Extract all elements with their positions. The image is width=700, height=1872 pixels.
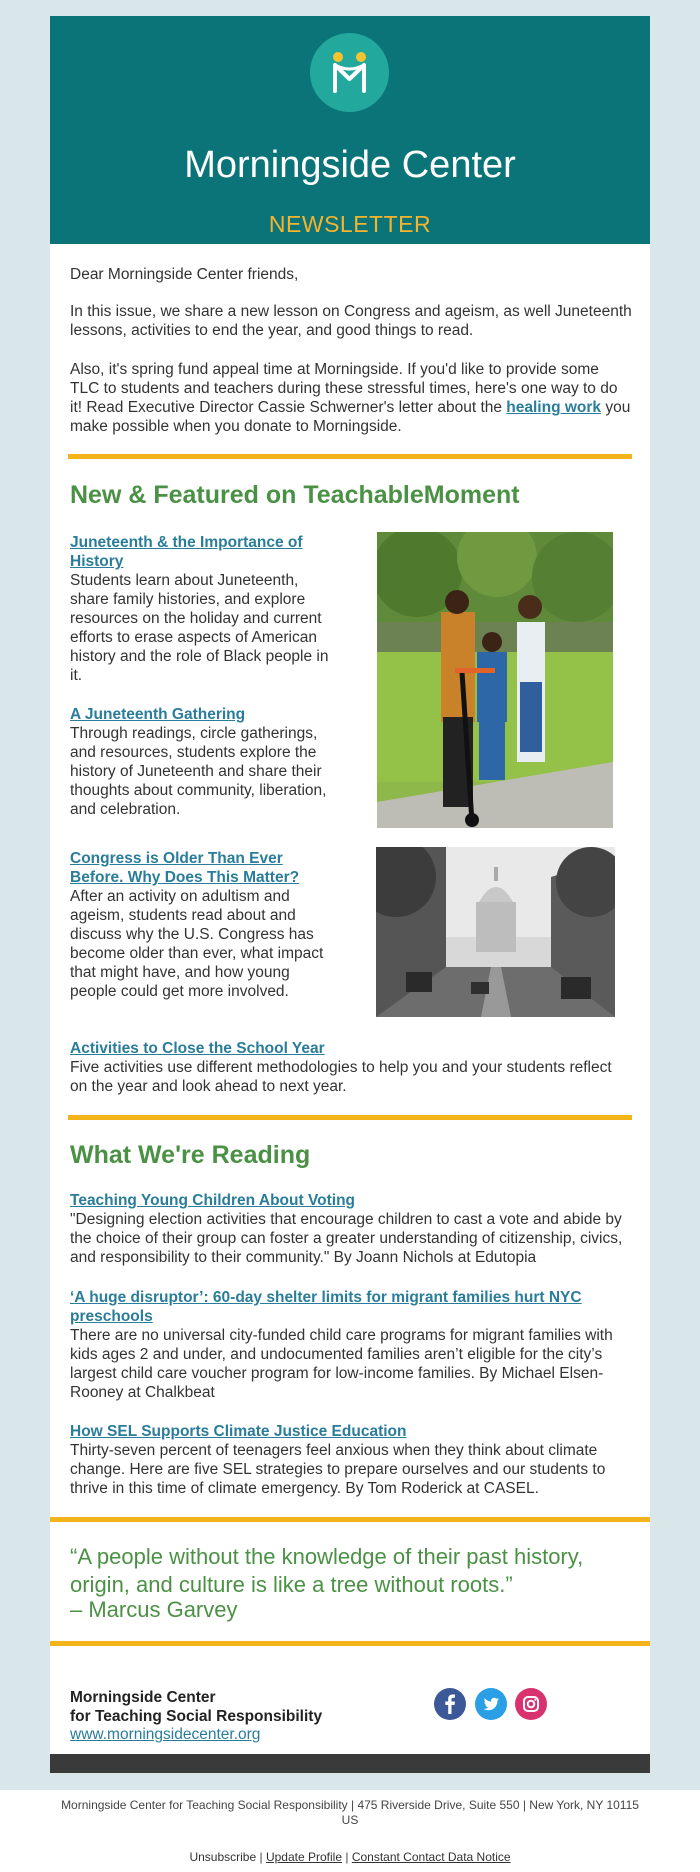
greeting: Dear Morningside Center friends, [70, 266, 299, 283]
section-divider [50, 1517, 650, 1522]
quote-attribution: – Marcus Garvey [70, 1597, 238, 1622]
twitter-icon[interactable] [475, 1688, 507, 1720]
featured-item-title[interactable]: Juneteenth & the Importance of History [70, 534, 303, 570]
section-divider [68, 1115, 632, 1120]
section-divider [50, 1641, 650, 1646]
featured-item-title[interactable]: Activities to Close the School Year [70, 1040, 325, 1057]
reading-item-title[interactable]: ‘A huge disruptor’: 60-day shelter limits for migrant families hurt NYC preschools [70, 1289, 582, 1325]
footer-org-name: Morningside Center for Teaching Social Responsibility [70, 1689, 323, 1725]
juneteenth-family-photo [377, 532, 613, 828]
capitol-street-photo [376, 847, 615, 1017]
healing-work-link[interactable]: healing work [506, 399, 602, 416]
reading-item-title[interactable]: How SEL Supports Climate Justice Education [70, 1423, 407, 1440]
intro-paragraph: In this issue, we share a new lesson on Congress and ageism, as well Juneteenth lessons, activities to end the year, and good things to read. [70, 303, 632, 339]
reading-item-text: Thirty-seven percent of teenagers feel anxious when they think about climate change. Here are five SEL strategies to prepare ourselves and our students to thrive in this time of climate emergency. By Tom Roderick at CASEL. [70, 1442, 606, 1497]
website-link[interactable]: www.morningsidecenter.org [70, 1726, 261, 1743]
brand-title: Morningside Center [184, 144, 516, 186]
fund-appeal-paragraph: Also, it's spring fund appeal time at Morningside. If you'd like to provide some TLC to students and teachers during these stressful times, here's one way to do it! Read Executive Director Cassie Schwerner's letter about the healing work you make possible when you donate to Morningside. [70, 361, 631, 435]
featured-item-title[interactable]: Congress is Older Than Ever Before. Why Does This Matter? [70, 850, 300, 886]
facebook-icon[interactable] [434, 1688, 466, 1720]
footer-links: Unsubscribe | Update Profile | Constant Contact Data Notice [189, 1850, 511, 1864]
featured-item-text: Students learn about Juneteenth, share family histories, and explore resources on the holiday and current efforts to erase aspects of American history and the role of Black people in it. [70, 572, 329, 684]
featured-item-title[interactable]: A Juneteenth Gathering [70, 706, 246, 723]
reading-item-title[interactable]: Teaching Young Children About Voting [70, 1192, 356, 1209]
update-profile-link[interactable]: Update Profile [265, 1850, 342, 1864]
newsletter-kicker: NEWSLETTER [268, 211, 432, 237]
newsletter-header [50, 16, 650, 244]
unsubscribe-link[interactable]: Unsubscribe [189, 1850, 257, 1864]
reading-heading: What We're Reading [70, 1141, 311, 1169]
footer-dark-bar [50, 1754, 650, 1773]
section-divider [68, 454, 632, 459]
featured-heading: New & Featured on TeachableMoment [70, 481, 520, 509]
instagram-icon[interactable] [515, 1688, 547, 1720]
featured-item-text: Five activities use different methodologies to help you and your students reflect on the year and look ahead to next year. [70, 1059, 612, 1095]
reading-item-text: There are no universal city-funded child care programs for migrant families with kids ages 2 and under, and undocumented families aren’t eligible for the city’s largest child care voucher program for low-income families. By Michael Elsen-Rooney at Chalkbeat [70, 1327, 613, 1401]
mailing-address: Morningside Center for Teaching Social Responsibility | 475 Riverside Drive, Suite 550 | New York, NY 10115 US [61, 1798, 639, 1827]
featured-item-text: Through readings, circle gatherings, and resources, students explore the history of Juneteenth and share their thoughts about community, liberation, and celebration. [70, 725, 327, 818]
data-notice-link[interactable]: Constant Contact Data Notice [351, 1850, 511, 1864]
morningside-logo-icon [310, 33, 389, 112]
featured-item-text: After an activity on adultism and ageism, students read about and discuss why the U.S. Congress has become older than ever, what impact that might have, and how young people could get more involved. [70, 888, 324, 1000]
marcus-garvey-quote: “A people without the knowledge of their past history, origin, and culture is like a tree without roots.” [70, 1544, 584, 1597]
reading-item-text: "Designing election activities that encourage children to cast a vote and abide by the choice of their group can foster a greater understanding of citizenship, civics, and responsibility to their community." By Joann Nichols at Edutopia [70, 1211, 623, 1266]
